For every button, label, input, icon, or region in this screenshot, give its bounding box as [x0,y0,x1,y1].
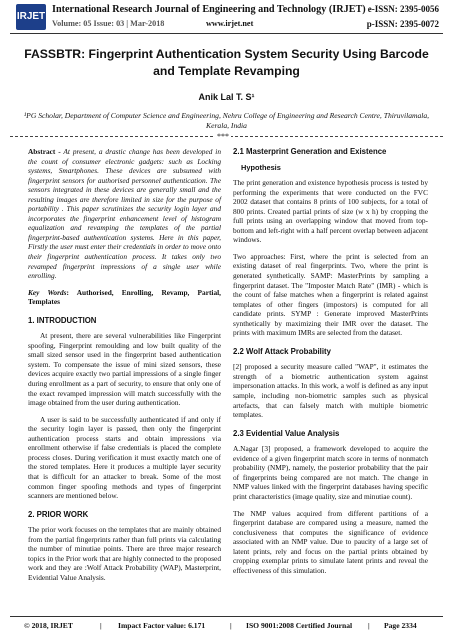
footer-separator: | [100,621,102,630]
abstract [28,147,221,281]
section-2-1-heading: 2.1 Masterprint Generation and Existence [233,147,387,156]
journal-name: International Research Journal of Engineering and Technology (IRJET) [52,4,366,15]
keywords-label: Key Words [28,287,67,297]
paper-title: FASSBTR: Fingerprint Authentication System Security Using Barcode and Template Revamping [24,47,429,78]
introduction-paragraph-1: At present, there are several vulnerabilities like Fingerprint spoofing, Fingerprint remoulding and low built quality of the small sized sensor used in the fingerprint based authentication system. To compensate the issue of mini sized sensors, these devices acquire exactly two partial impressions of a single finger during enrollment as a part of security, to ensure that only one of the exact revamped impression will match successfully with the image obtained from the user during authentication. [28,331,221,408]
divider-stars: *** [217,132,229,141]
section-2-2-paragraph: [2] proposed a security measure called "WAP", it estimates the strength of a biometric authentication system against impersonation attacks. In this work, a wolf is defined as any input sample, including non-biometric samples such as physical artefacts, that can falsely match with multiple biometric templates. [233,362,428,420]
e-issn: e-ISSN: 2395-0056 [367,4,439,14]
irjet-logo: IRJET [16,4,46,30]
abstract-text: At present, a drastic change has been developed in the count of consumer electronic gadgets: such as Locking systems, Smartphones. These devices are subsumed with fingerprint sensors for authorised personnel authentication. The sensors integrated in these devices are generally small and the resulting images are therefore limited in size for the purpose of portability . This paper scrutinizes the security login layer and incorporates the fingerprint enhancement level of histogram equalization and revamping the templates of the partial fingerprint-based authentication systems. Here in this paper, Firstly the user must enter their credentials in order to move onto their fingerprint authentication process. It takes only two revamped fingerprint impressions of a single user while enrolling. [28,147,221,281]
left-column [28,147,221,589]
section-2-1-paragraph-2: Two approaches: First, where the print is selected from an existing dataset of real fingerprints. Two, where the print is generated synthetically. SAMP: MasterPrints by sampling a fingerprint dataset. The "Imposter Match Rate" (IMR) - which is the count of false matches when a fingerprint is related against templates of other fingers (impostors) is computed for all candidate prints. SYMP : Generate improved MasterPrints synthetically by maximizing their IMR over the dataset. The prints with maximum IMRs are selected from the dataset. [233,251,428,338]
footer-page-number: Page 2334 [384,621,417,630]
footer-rule [10,616,443,617]
footer-separator: | [230,621,232,630]
author-name: Anik Lal T. S¹ [198,92,255,102]
footer-copyright: © 2018, IRJET [24,621,73,630]
section-2-3-heading: 2.3 Evidential Value Analysis [233,428,340,438]
section-2-2-heading: 2.2 Wolf Attack Probability [233,346,331,356]
section-2-3-paragraph-1: A.Nagar [3] proposed, a framework developed to acquire the evidence of a given fingerprint match score in terms of nonmatch probability (NMP), namely, the posterior probability that the pair of fingerprints being compared are not match. The change in NMP values linked with the fingerprint databases having specific print characteristics (image quality, size and minutiae count). [233,444,428,501]
keywords [28,288,221,307]
prior-work-paragraph: The prior work focuses on the templates that are mainly obtained from the partial fingerprints rather than full prints via calculating the number of minutiae points. There are three major research topics in the Prior work that are highly connected to the proposed work and they are :Wolf Attack Probability (WAP), Masterprint, Evidential Value Analysis. [28,525,221,582]
section-2-1-paragraph-1: The print generation and existence hypothesis process is tested by performing the experiments that were conducted on the FVC 2002 dataset that contains 8 prints of 100 subjects, for a total of 800 prints. Created partial prints of size (w x h) by cropping the full prints using an overlapping window that moved from top-bottom and left-right with a half percent overlap between adjacent windows. [233,178,428,245]
volume-issue: Volume: 05 Issue: 03 | Mar-2018 [52,19,165,28]
keywords-text: : Authorised, Enrolling, Revamp, Partial, Templates [28,287,222,307]
header-rule [10,33,443,34]
abstract-label: Abstract - [28,147,61,156]
p-issn: p-ISSN: 2395-0072 [366,19,439,29]
section-2-1-subheading: Hypothesis [241,162,281,172]
introduction-heading: 1. INTRODUCTION [28,315,97,325]
section-2-3-paragraph-2: The NMP values acquired from different partitions of a fingerprint database are compared using a measure, named the conclusiveness that computes the significance of evidence associated with an NMP value. Due to paucity of a large set of latent prints, rely and focus on the partial prints obtained by cropping exemplar prints to simulate latent prints and reveal the effectiveness of this simulation. [233,508,428,575]
footer-impact-factor: Impact Factor value: 6.171 [118,621,206,630]
footer-iso: ISO 9001:2008 Certified Journal [246,621,353,630]
introduction-paragraph-2: A user is said to be successfully authenticated if and only if the security login layer is passed, then only the fingerprint authentication process starts and obtain impressions via enrollment otherwise if false credentials is placed the complete process closes. During verification it must exactly match one of the stored templates. Here it produces a multiple layer security that is difficult for an attacker to break. Some of the most common finger spoofing methods and types of fingerprint scanners are mentioned below. [28,414,221,501]
prior-work-heading: 2. PRIOR WORK [28,509,89,519]
journal-website-link[interactable]: www.irjet.net [206,19,254,28]
footer-separator: | [368,621,370,630]
journal-header [0,0,453,36]
author-affiliation: ¹PG Scholar, Department of Computer Science and Engineering, Nehru College of Engineering and Research Centre, Thiruvilamala, Kerala, India [23,111,430,130]
right-column [233,147,428,582]
